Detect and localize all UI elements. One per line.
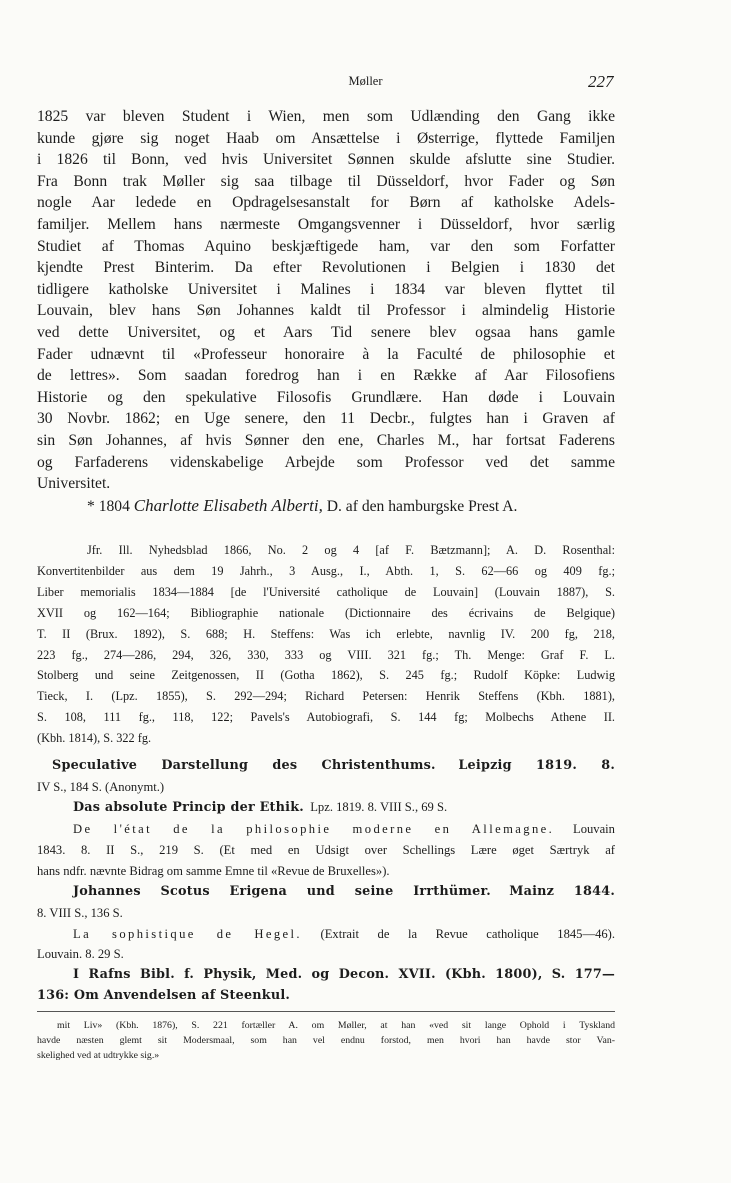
page-number: 227: [588, 72, 614, 91]
text-line: og Farfaderens videnskabelige Arbejde som Professor ved det samme: [37, 453, 615, 471]
text-line: nogle Aar ledede en Opdragelsesanstalt for Børn af katholske Adels-: [37, 194, 615, 212]
bib-entry-5: La sophistique de Hegel. (Extrait de la Revue catholique 1845—46).: [73, 926, 616, 941]
text-line: 1825 var bleven Student i Wien, men som Udlænding den Gang ikke: [37, 108, 615, 125]
reference-line: Tieck, I. (Lpz. 1855), S. 292—294; Richard Petersen: Henrik Steffens (Kbh. 1881),: [37, 689, 615, 704]
text-line: Universitet.: [37, 475, 111, 493]
bib-entry-4: Johannes Scotus Erigena und seine Irrthümer. Mainz 1844.: [73, 884, 616, 900]
bib-title: Johannes Scotus Erigena und seine Irrthümer.: [73, 884, 491, 900]
bib-title: Das absolute Princip der Ethik.: [73, 800, 304, 816]
reference-line: Jfr. Ill. Nyhedsblad 1866, No. 2 og 4 [af F. Bætzmann]; A. D. Rosenthal:: [87, 543, 615, 557]
text-line: Historie og den spekulative Filosofis Grundlære. Han døde i Louvain: [37, 388, 615, 406]
bib-entry-4-cont: 8. VIII S., 136 S.: [37, 905, 123, 920]
reference-line: Konvertitenbilder aus dem 19 Jahrh., 3 Ausg., I., Abth. 1, S. 62—66 og 409 fg.;: [37, 563, 615, 578]
footnote-line: mit Liv» (Kbh. 1876), S. 221 fortæller A. om Møller, at han «ved sit lange Ophold i Tyskland: [57, 1020, 615, 1031]
footnote-line: skelighed ved at udtrykke sig.»: [37, 1050, 160, 1062]
text-line: kjendte Prest Binterim. Da efter Revolutionen i Belgien i 1830 det: [37, 259, 615, 277]
birth-note-name: Charlotte Elisabeth Alberti,: [133, 495, 323, 515]
birth-note: [37, 495, 615, 518]
footnote-block: [37, 1018, 615, 1064]
text-line: Fader udnævnt til «Professeur honoraire à la Faculté de philosophie et: [37, 345, 615, 363]
reference-line: Liber memorialis 1834—1884 [de l'Université catholique de Louvain] (Louvain 1887), S.: [37, 584, 615, 599]
text-line: 30 Novbr. 1862; en Uge senere, den 11 Decbr., fulgtes han i Graven af: [37, 410, 615, 428]
text-line: tidligere katholske Universitet i Malines i 1834 var bleven flyttet til: [37, 280, 615, 298]
reference-line: 223 fg., 274—286, 294, 326, 330, 333 og VIII. 321 fg.; Th. Menge: Graf F. L.: [37, 647, 615, 662]
text-line: Fra Bonn trak Møller sig saa tilbage til Düsseldorf, hvor Fader og Søn: [37, 172, 615, 190]
bib-title: Speculative Darstellung des Christenthums.: [52, 758, 436, 773]
birth-note-prefix: * 1804: [87, 497, 130, 515]
footnote-divider: [37, 1011, 615, 1012]
bib-entry-3-cont: hans ndfr. nævnte Bidrag om samme Emne til «Revue de Bruxelles»).: [37, 863, 390, 878]
bib-entry-6-cont: 136: Om Anvendelsen af Steenkul.: [37, 987, 291, 1003]
reference-line: (Kbh. 1814), S. 322 fg.: [37, 731, 152, 746]
bib-entry-1: Speculative Darstellung des Christenthums. Leipzig 1819. 8.: [52, 758, 615, 773]
reference-line: Stolberg und seine Zeitgenossen, II (Gotha 1862), S. 245 fg.; Rudolf Köpke: Ludwig: [37, 668, 615, 683]
text-line: Studiet af Thomas Aquino beskjæftigede ham, var den som Forfatter: [37, 237, 615, 255]
bib-entry-6: I Rafns Bibl. f. Physik, Med. og Decon. XVII. (Kbh. 1800), S. 177—: [73, 967, 615, 983]
text-line: Louvain, blev hans Søn Johannes kaldt til Professor i almindelig Historie: [37, 302, 615, 320]
bib-title: De l'état de la philosophie moderne en Allemagne.: [73, 822, 555, 837]
footnote-line: havde næsten glemt sit Modersmaal, som han vel endnu forstod, men hvori han havde stor Van-: [37, 1035, 615, 1047]
reference-line: S. 108, 111 fg., 118, 122; Pavels's Autobiografi, S. 144 fg; Molbechs Athene II.: [37, 710, 615, 725]
bibliography-block: [37, 755, 615, 1006]
bib-entry-2: Das absolute Princip der Ethik. Lpz. 1819. 8. VIII S., 69 S.: [73, 800, 448, 816]
bib-entry-3: De l'état de la philosophie moderne en Allemagne. Louvain: [73, 822, 615, 837]
bib-entry-5-cont: Louvain. 8. 29 S.: [37, 947, 124, 962]
bib-entry-3-cont: 1843. 8. II S., 219 S. (Et med en Udsigt over Schellings Lære øget Særtryk af: [37, 842, 615, 857]
text-line: familjer. Mellem hans nærmeste Omgangsvenner i Düsseldorf, hvor særlig: [37, 215, 615, 233]
text-line: ved dette Universitet, og et Aars Tid senere blev ogsaa hans gamle: [37, 323, 615, 341]
bib-entry-1-cont: IV S., 184 S. (Anonymt.): [37, 779, 165, 794]
birth-note-suffix: D. af den hamburgske Prest A.: [326, 497, 518, 515]
bib-title: La sophistique de Hegel.: [73, 926, 302, 941]
text-line: sin Søn Johannes, af hvis Sønner den ene, Charles M., har fortsat Faderens: [37, 431, 615, 449]
text-line: i 1826 til Bonn, ved hvis Universitet Sønnen skulde afslutte sine Studier.: [37, 151, 615, 169]
reference-line: XVII og 162—164; Bibliographie nationale (Dictionnaire des écrivains de Belgique): [37, 605, 615, 620]
reference-line: T. II (Brux. 1892), S. 688; H. Steffens: Was ich erlebte, navnlig IV. 200 fg, 218,: [37, 626, 615, 641]
text-line: de lettres». Som saadan foredrog han i en Række af Aar Filosofiens: [37, 367, 615, 385]
references-block: [37, 540, 615, 749]
main-text: [37, 106, 615, 517]
running-title: Møller: [348, 74, 383, 88]
text-line: kunde gjøre sig noget Haab om Ansættelse i Østerrige, flyttede Familjen: [37, 129, 615, 147]
